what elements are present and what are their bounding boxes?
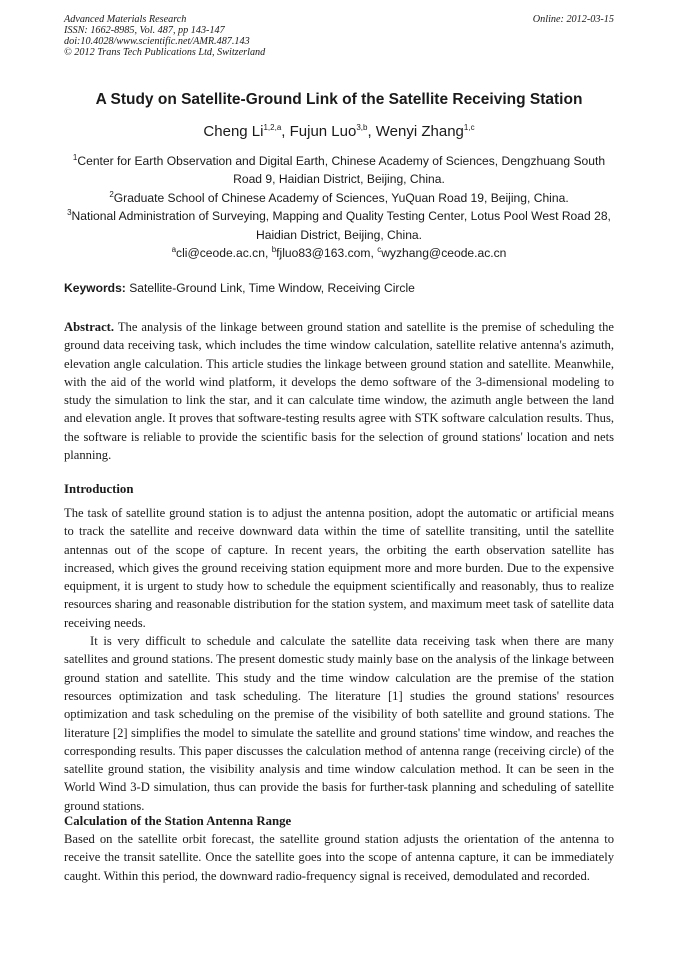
calculation-body bbox=[64, 830, 614, 885]
affiliation-2: $^2$Graduate School of Chinese Academy of Sciences, YuQuan Road 19, Beijing, China. bbox=[109, 189, 569, 205]
copyright-line: © 2012 Trans Tech Publications Ltd, Switzerland bbox=[64, 47, 266, 58]
paragraph: The task of satellite ground station is to adjust the antenna position, adopt the automatic or artificial means to track the satellite and receive downward data within the time of satellite transiting, until the satellite antennas out of the scope of capture. In recent years, the orbiting the earth observation satellite has increased, which gives the ground receiving station equipment more and more burden. Due to the expensive equipment, it is urgent to study how to schedule the equipment scientifically and reasonably, thus to realize resources sharing and reasonable distribution for the station system, and maximum meet task of satellite data receiving needs. bbox=[64, 506, 614, 630]
email-link[interactable]: $^c$wyzhang@ceode.ac.cn bbox=[377, 245, 507, 261]
email-link[interactable]: $^a$cli@ceode.ac.cn bbox=[171, 245, 265, 261]
author: Cheng Li$^{1,2,a}$, bbox=[203, 123, 290, 140]
affiliation-3: $^3$National Administration of Surveying, Mapping and Quality Testing Center, Lotus Pool West Road 28, Haidian District, Beijing, China. bbox=[67, 208, 611, 242]
author: Fujun Luo$^{3,b}$, bbox=[289, 123, 376, 140]
paragraph: It is very difficult to schedule and calculate the satellite data receiving task when there are many satellites and ground stations. The present domestic study mainly base on the analysis of the linkage between ground station and satellite. This study and the time window calculation are the premise of the station resources optimization and task scheduling. The literature [1] studies the ground stations' resources optimization and task scheduling on the premise of the visibility of both satellite and ground stations. The literature [2] simplifies the model to simulate the satellite and ground stations' time window, and reaches the corresponding results. This paper discusses the calculation method of antenna range (receiving circle) of the satellite ground station, the visibility analysis and time window calculation method. It can be seen in the World Wind 3-D simulation, thus can provide the basis for further-task planning and scheduling of satellite ground stations. bbox=[64, 634, 614, 813]
doi-line: doi:10.4028/www.scientific.net/AMR.487.143 bbox=[64, 36, 250, 47]
journal-name: Advanced Materials Research bbox=[64, 14, 187, 25]
author-list bbox=[40, 123, 638, 140]
email-list: $^a$cli@ceode.ac.cn, $^b$fjluo83@163.com, $^c$wyzhang@ceode.ac.cn bbox=[171, 245, 507, 261]
online-date: Online: 2012-03-15 bbox=[532, 14, 614, 25]
email-link[interactable]: $^b$fjluo83@163.com bbox=[271, 245, 371, 261]
abstract bbox=[64, 318, 614, 464]
author: Wenyi Zhang$^{1,c}$ bbox=[375, 123, 475, 140]
keywords-label: Keywords: bbox=[64, 281, 126, 295]
journal-header bbox=[64, 14, 265, 58]
paper-title: A Study on Satellite-Ground Link of the Satellite Receiving Station bbox=[95, 91, 583, 108]
introduction-heading: Introduction bbox=[64, 482, 134, 496]
affiliations bbox=[62, 152, 616, 262]
abstract-text: The analysis of the linkage between ground station and satellite is the premise of scheduling the ground data receiving task, which includes the time window calculation, satellite relative antenna's azimuth, elevation angle calculation. This article studies the linkage between ground station and satellite. Meanwhile, with the aid of the world wind platform, it develops the demo software of the 3-dimensional modeling to study the simulation to link the star, and it can calculate time window, the azimuth angle between the land and elevation angle. It proves that software-testing results agree with STK software calculation results. Thus, the software is reliable to provide the scientific basis for the selection of ground stations' location and nets planning. bbox=[64, 320, 615, 463]
abstract-label: Abstract. bbox=[64, 320, 115, 334]
introduction-body bbox=[64, 504, 614, 815]
affiliation-1: $^1$Center for Earth Observation and Digital Earth, Chinese Academy of Sciences, Dengzhuang South Road 9, Haidian District, Beijing, China. bbox=[72, 152, 606, 187]
keywords bbox=[64, 281, 616, 295]
issn-line: ISSN: 1662-8985, Vol. 487, pp 143-147 bbox=[64, 25, 225, 36]
keywords-text: Satellite-Ground Link, Time Window, Receiving Circle bbox=[129, 281, 415, 295]
paragraph: Based on the satellite orbit forecast, the satellite ground station adjusts the orientation of the antenna to receive the transit satellite. Once the satellite goes into the scope of antenna capture, it can be immediately caught. Within this period, the downward radio-frequency signal is received, demodulated and recorded. bbox=[64, 832, 614, 883]
calculation-heading: Calculation of the Station Antenna Range bbox=[64, 814, 292, 828]
